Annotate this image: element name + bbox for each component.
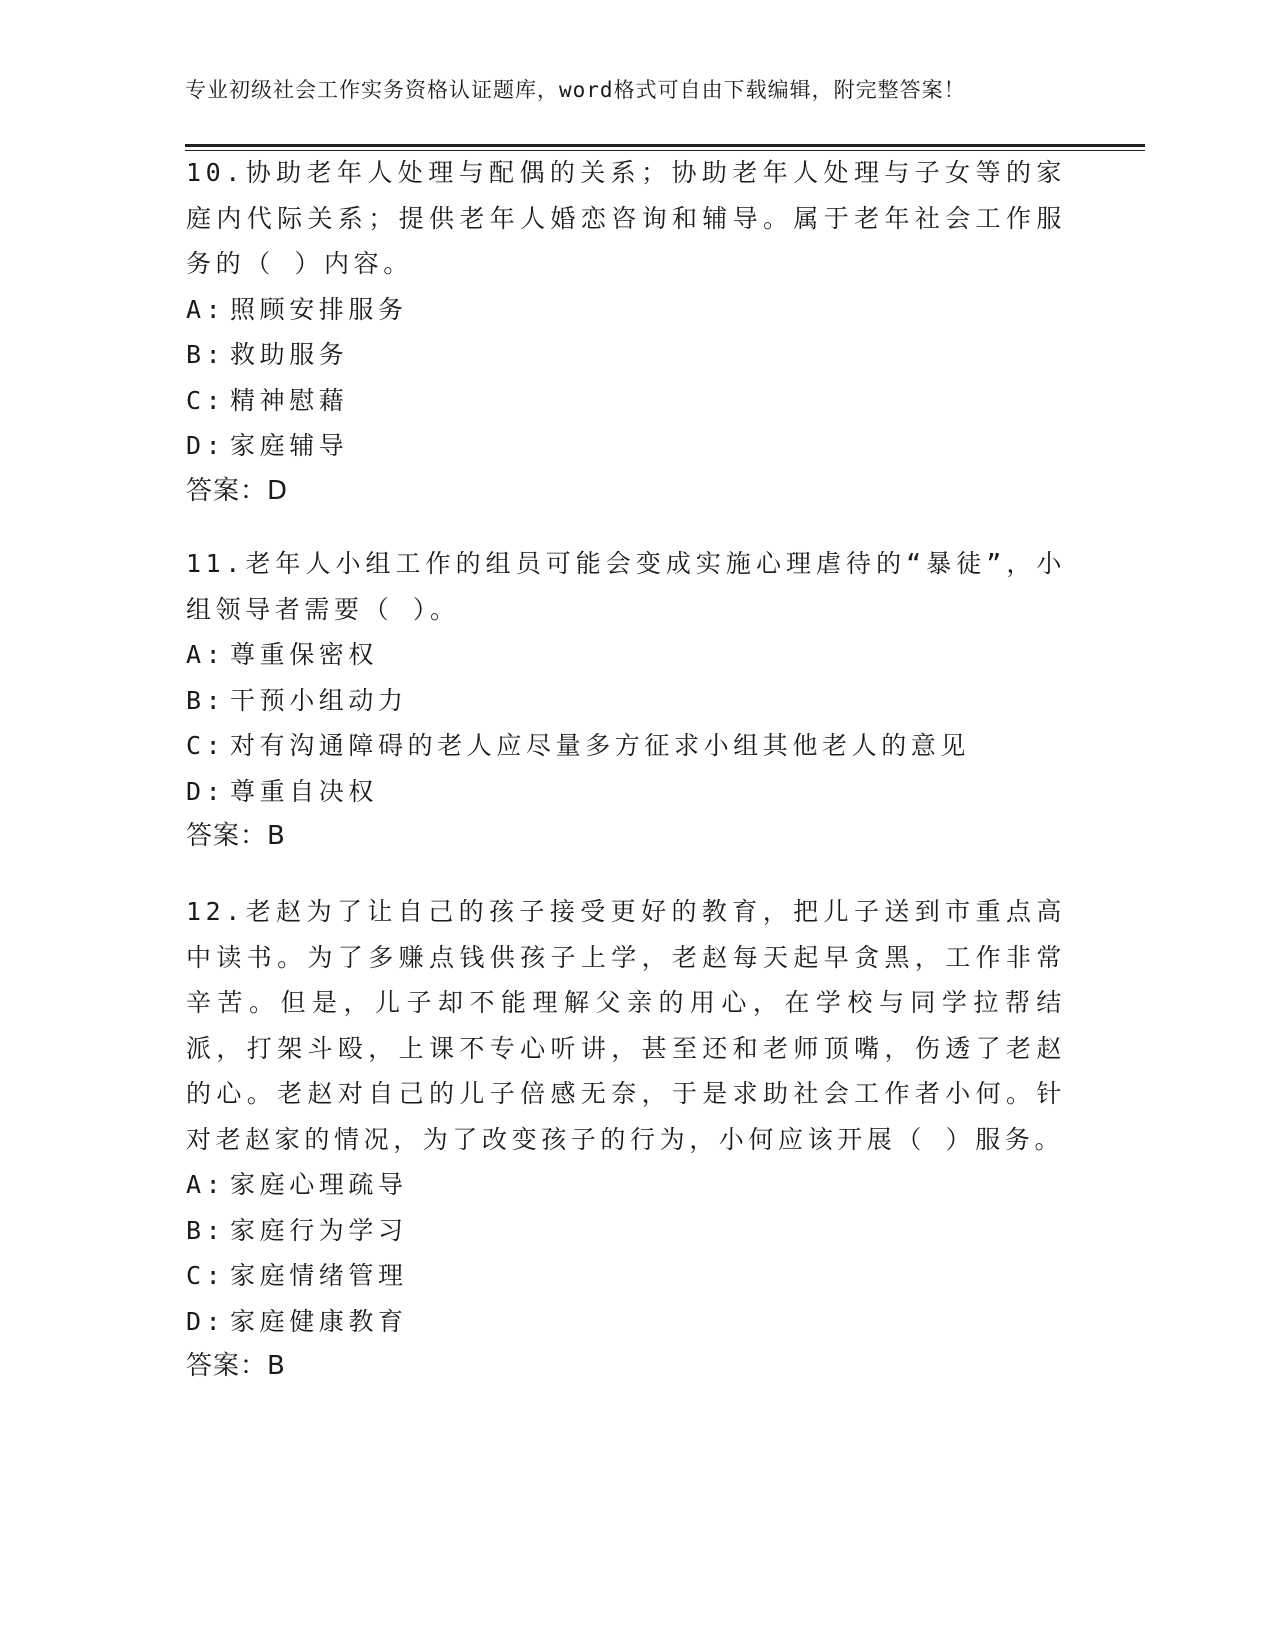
header-divider-thick <box>185 144 1145 147</box>
option-letter: A: <box>186 640 226 669</box>
option-letter: D: <box>186 431 226 460</box>
option-text: 救助服务 <box>230 340 349 369</box>
option-text: 尊重自决权 <box>230 776 379 806</box>
option-text: 精神慰藉 <box>230 385 349 415</box>
option-b[interactable] <box>186 678 1066 724</box>
question-10 <box>186 150 1066 514</box>
option-letter: C: <box>186 1261 226 1290</box>
answer-label: 答案：B <box>186 821 286 851</box>
option-b[interactable] <box>186 332 1066 378</box>
option-letter: A: <box>186 1170 226 1199</box>
option-text: 尊重保密权 <box>230 640 379 669</box>
option-d[interactable] <box>186 769 1066 815</box>
option-letter: C: <box>186 731 226 760</box>
option-a[interactable] <box>186 1162 1066 1208</box>
option-letter: B: <box>186 340 226 369</box>
option-text: 家庭行为学习 <box>230 1215 408 1245</box>
answer-label: 答案：B <box>186 1351 286 1381</box>
option-c[interactable] <box>186 1253 1066 1299</box>
page-header-title: 专业初级社会工作实务资格认证题库，word格式可自由下载编辑，附完整答案！ <box>185 78 966 102</box>
option-d[interactable] <box>186 423 1066 469</box>
option-text: 家庭情绪管理 <box>230 1261 408 1290</box>
option-c[interactable] <box>186 723 1066 769</box>
question-stem: 12.老赵为了让自己的孩子接受更好的教育，把儿子送到市重点高中读书。为了多赚点钱供孩子上学，老赵每天起早贪黑，工作非常辛苦。但是，儿子却不能理解父亲的用心，在学校与同学拉帮结派，打架斗殴，上课不专心听讲，甚至还和老师顶嘴，伤透了老赵的心。老赵对自己的儿子倍感无奈，于是求助社会工作者小何。针对老赵家的情况，为了改变孩子的行为，小何应该开展（ ）服务。 <box>186 897 1066 1154</box>
option-text: 干预小组动力 <box>230 685 408 715</box>
option-d[interactable] <box>186 1299 1066 1345</box>
option-letter: D: <box>186 1306 226 1336</box>
option-text: 家庭心理疏导 <box>230 1170 408 1199</box>
option-a[interactable] <box>186 287 1066 333</box>
option-text: 对有沟通障碍的老人应尽量多方征求小组其他老人的意见 <box>230 731 971 760</box>
option-text: 家庭健康教育 <box>230 1306 408 1336</box>
option-letter: C: <box>186 385 226 415</box>
option-text: 家庭辅导 <box>230 431 349 460</box>
question-stem: 10.协助老年人处理与配偶的关系；协助老年人处理与子女等的家庭内代际关系；提供老年人婚恋咨询和辅导。属于老年社会工作服务的（ ）内容。 <box>186 158 1066 278</box>
answer-label: 答案：D <box>186 475 289 506</box>
option-letter: D: <box>186 776 226 806</box>
option-b[interactable] <box>186 1208 1066 1254</box>
option-letter: A: <box>186 294 226 324</box>
option-c[interactable] <box>186 378 1066 424</box>
question-11 <box>186 541 1066 860</box>
question-12 <box>186 889 1066 1390</box>
option-a[interactable] <box>186 632 1066 678</box>
option-letter: B: <box>186 1215 226 1245</box>
question-stem: 11.老年人小组工作的组员可能会变成实施心理虐待的“暴徒”，小组领导者需要（ ）。 <box>186 549 1066 624</box>
option-letter: B: <box>186 685 226 715</box>
option-text: 照顾安排服务 <box>230 294 408 324</box>
